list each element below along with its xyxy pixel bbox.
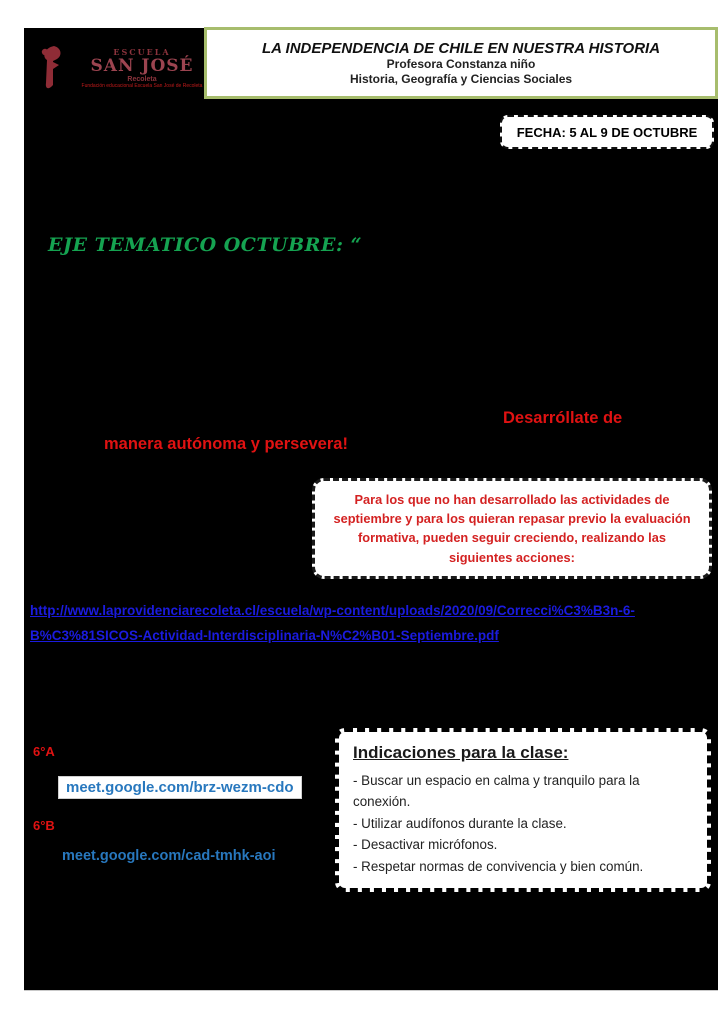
meet-link-6a[interactable]: meet.google.com/brz-wezm-cdo	[58, 776, 302, 799]
resource-pdf-link-line2: B%C3%81SICOS-Actividad-Interdisciplinaria-N%C2%B01-Septiembre.pdf	[30, 628, 499, 643]
motivation-text-line2: manera autónoma y persevera!	[104, 435, 348, 453]
logo-tagline: Fundación educacional Escuela San José de Recoleta	[81, 83, 203, 90]
document-title: LA INDEPENDENCIA DE CHILE EN NUESTRA HISTORIA	[261, 39, 661, 57]
logo-school-name: SAN JOSÉ	[90, 55, 194, 76]
header-title-box	[204, 27, 718, 99]
class-instructions-box	[335, 728, 711, 892]
instructions-title: Indicaciones para la clase:	[353, 743, 569, 762]
worksheet-page	[24, 28, 718, 991]
resource-pdf-link[interactable]	[30, 598, 706, 648]
meet-link-6b[interactable]: meet.google.com/cad-tmhk-aoi	[62, 848, 276, 864]
school-logo	[38, 32, 218, 104]
grade-label-6a: 6°A	[33, 744, 55, 759]
instruction-item: - Buscar un espacio en calma y tranquilo para la conexión.	[353, 773, 640, 810]
resource-pdf-link-line1: http://www.laprovidenciarecoleta.cl/escuela/wp-content/uploads/2020/09/Correcci%C3%B3n-6-	[30, 603, 635, 618]
motivation-text-line1: Desarróllate de	[503, 409, 623, 427]
theme-heading: EJE TEMATICO OCTUBRE: “	[48, 234, 363, 256]
date-badge: FECHA: 5 AL 9 DE OCTUBRE	[500, 115, 714, 149]
teacher-name: Profesora Constanza niño	[386, 56, 536, 71]
grade-label-6b: 6°B	[33, 818, 55, 833]
instruction-item: - Desactivar micrófonos.	[353, 837, 498, 853]
logo-location: Recoleta	[127, 76, 157, 84]
instruction-item: - Utilizar audífonos durante la clase.	[353, 815, 567, 831]
logo-school-label: ESCUELA	[113, 46, 171, 57]
school-logo-icon	[38, 45, 66, 91]
subject-name: Historia, Geografía y Ciencias Sociales	[349, 71, 573, 86]
instruction-item: - Respetar normas de convivencia y bien común.	[353, 858, 644, 874]
september-notice-box: Para los que no han desarrollado las actividades de septiembre y para los quieran repasar previo la evaluación formativa, pueden seguir creciendo, realizando las siguientes acciones:	[312, 478, 712, 579]
